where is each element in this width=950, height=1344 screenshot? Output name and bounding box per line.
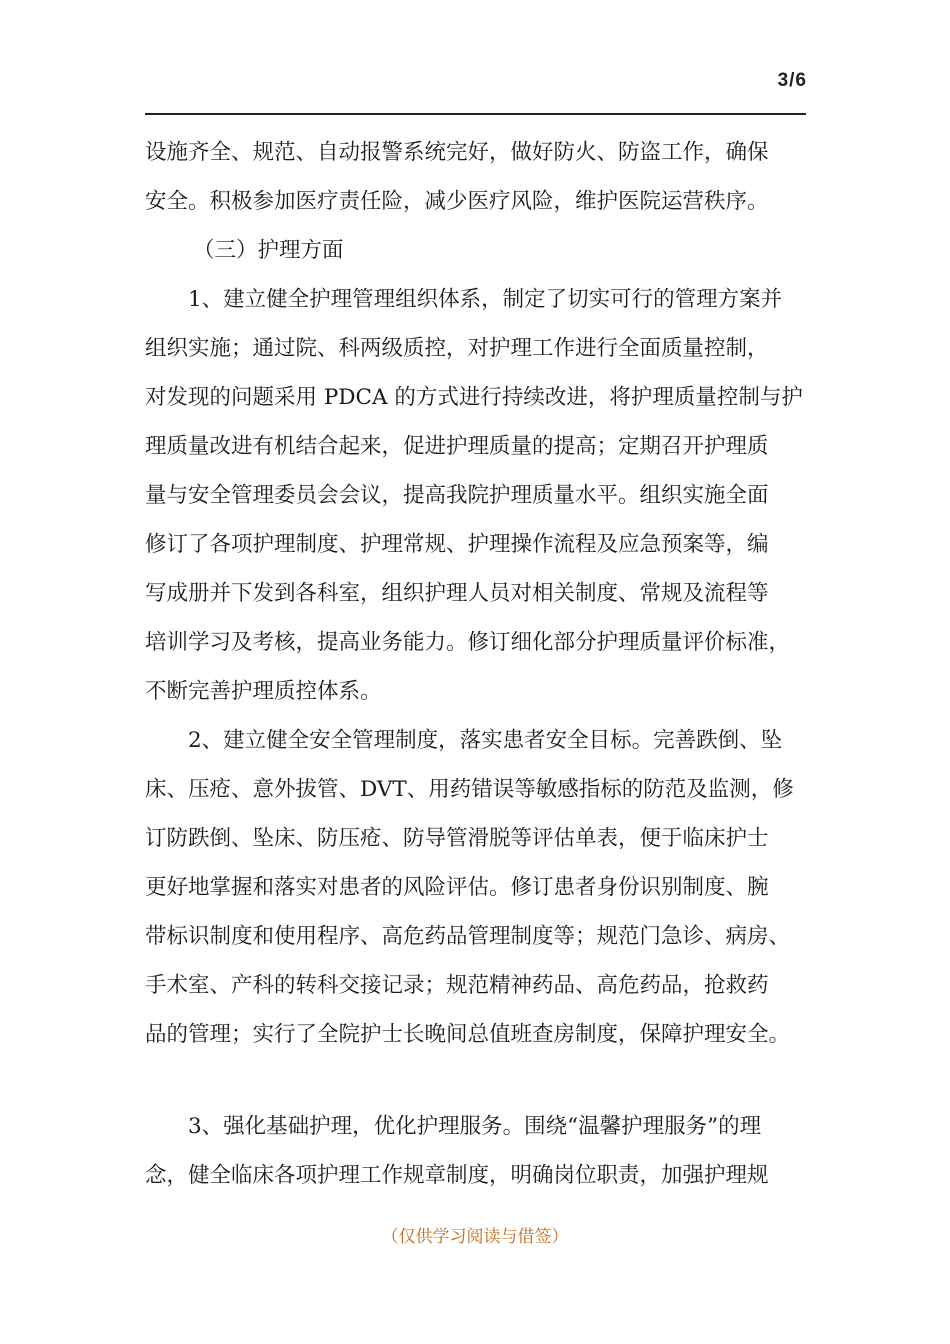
text-line: 更好地掌握和落实对患者的风险评估。修订患者身份识别制度、腕 [145,875,769,900]
text-line: 组织实施；通过院、科两级质控，对护理工作进行全面质量控制， [145,336,769,361]
footer-note: （仅供学习阅读与借签） [381,1227,569,1247]
text-line: 对发现的问题采用 PDCA 的方式进行持续改进，将护理质量控制与护 [145,385,803,410]
paragraph-spacer [145,1059,825,1102]
text-line: 订防跌倒、坠床、防压疮、防导管滑脱等评估单表，便于临床护士 [145,826,769,851]
text-line: 带标识制度和使用程序、高危药品管理制度等；规范门急诊、病房、 [145,924,791,949]
section-heading: （三）护理方面 [193,238,344,263]
paragraph-2 [145,716,825,1059]
text-line: 写成册并下发到各科室，组织护理人员对相关制度、常规及流程等 [145,581,769,606]
text-line: 修订了各项护理制度、护理常规、护理操作流程及应急预案等，编 [145,532,769,557]
text-line: 手术室、产科的转科交接记录；规范精神药品、高危药品，抢救药 [145,973,769,998]
text-line: 设施齐全、规范、自动报警系统完好，做好防火、防盗工作，确保 [145,140,769,165]
text-line: 2、建立健全安全管理制度，落实患者安全目标。完善跌倒、坠 [188,728,783,753]
page-number: 3/6 [777,70,807,91]
text-line: 理质量改进有机结合起来，促进护理质量的提高；定期召开护理质 [145,434,769,459]
document-body [145,128,825,1200]
text-line: 念，健全临床各项护理工作规章制度，明确岗位职责，加强护理规 [145,1163,769,1188]
text-line: 3、强化基础护理，优化护理服务。围绕“温馨护理服务”的理 [188,1114,762,1139]
text-line: 不断完善护理质控体系。 [145,679,382,704]
paragraph-3 [145,1102,825,1200]
text-line: 培训学习及考核，提高业务能力。修订细化部分护理质量评价标准， [145,630,791,655]
text-line: 品的管理；实行了全院护士长晚间总值班查房制度，保障护理安全。 [145,1022,791,1047]
text-line: 安全。积极参加医疗责任险，减少医疗风险，维护医院运营秩序。 [145,189,769,214]
text-line: 1、建立健全护理管理组织体系，制定了切实可行的管理方案并 [188,287,783,312]
text-line: 量与安全管理委员会会议，提高我院护理质量水平。组织实施全面 [145,483,769,508]
text-line: 床、压疮、意外拔管、DVT、用药错误等敏感指标的防范及监测，修 [145,777,794,802]
paragraph-1 [145,275,825,716]
header-divider [145,113,806,115]
